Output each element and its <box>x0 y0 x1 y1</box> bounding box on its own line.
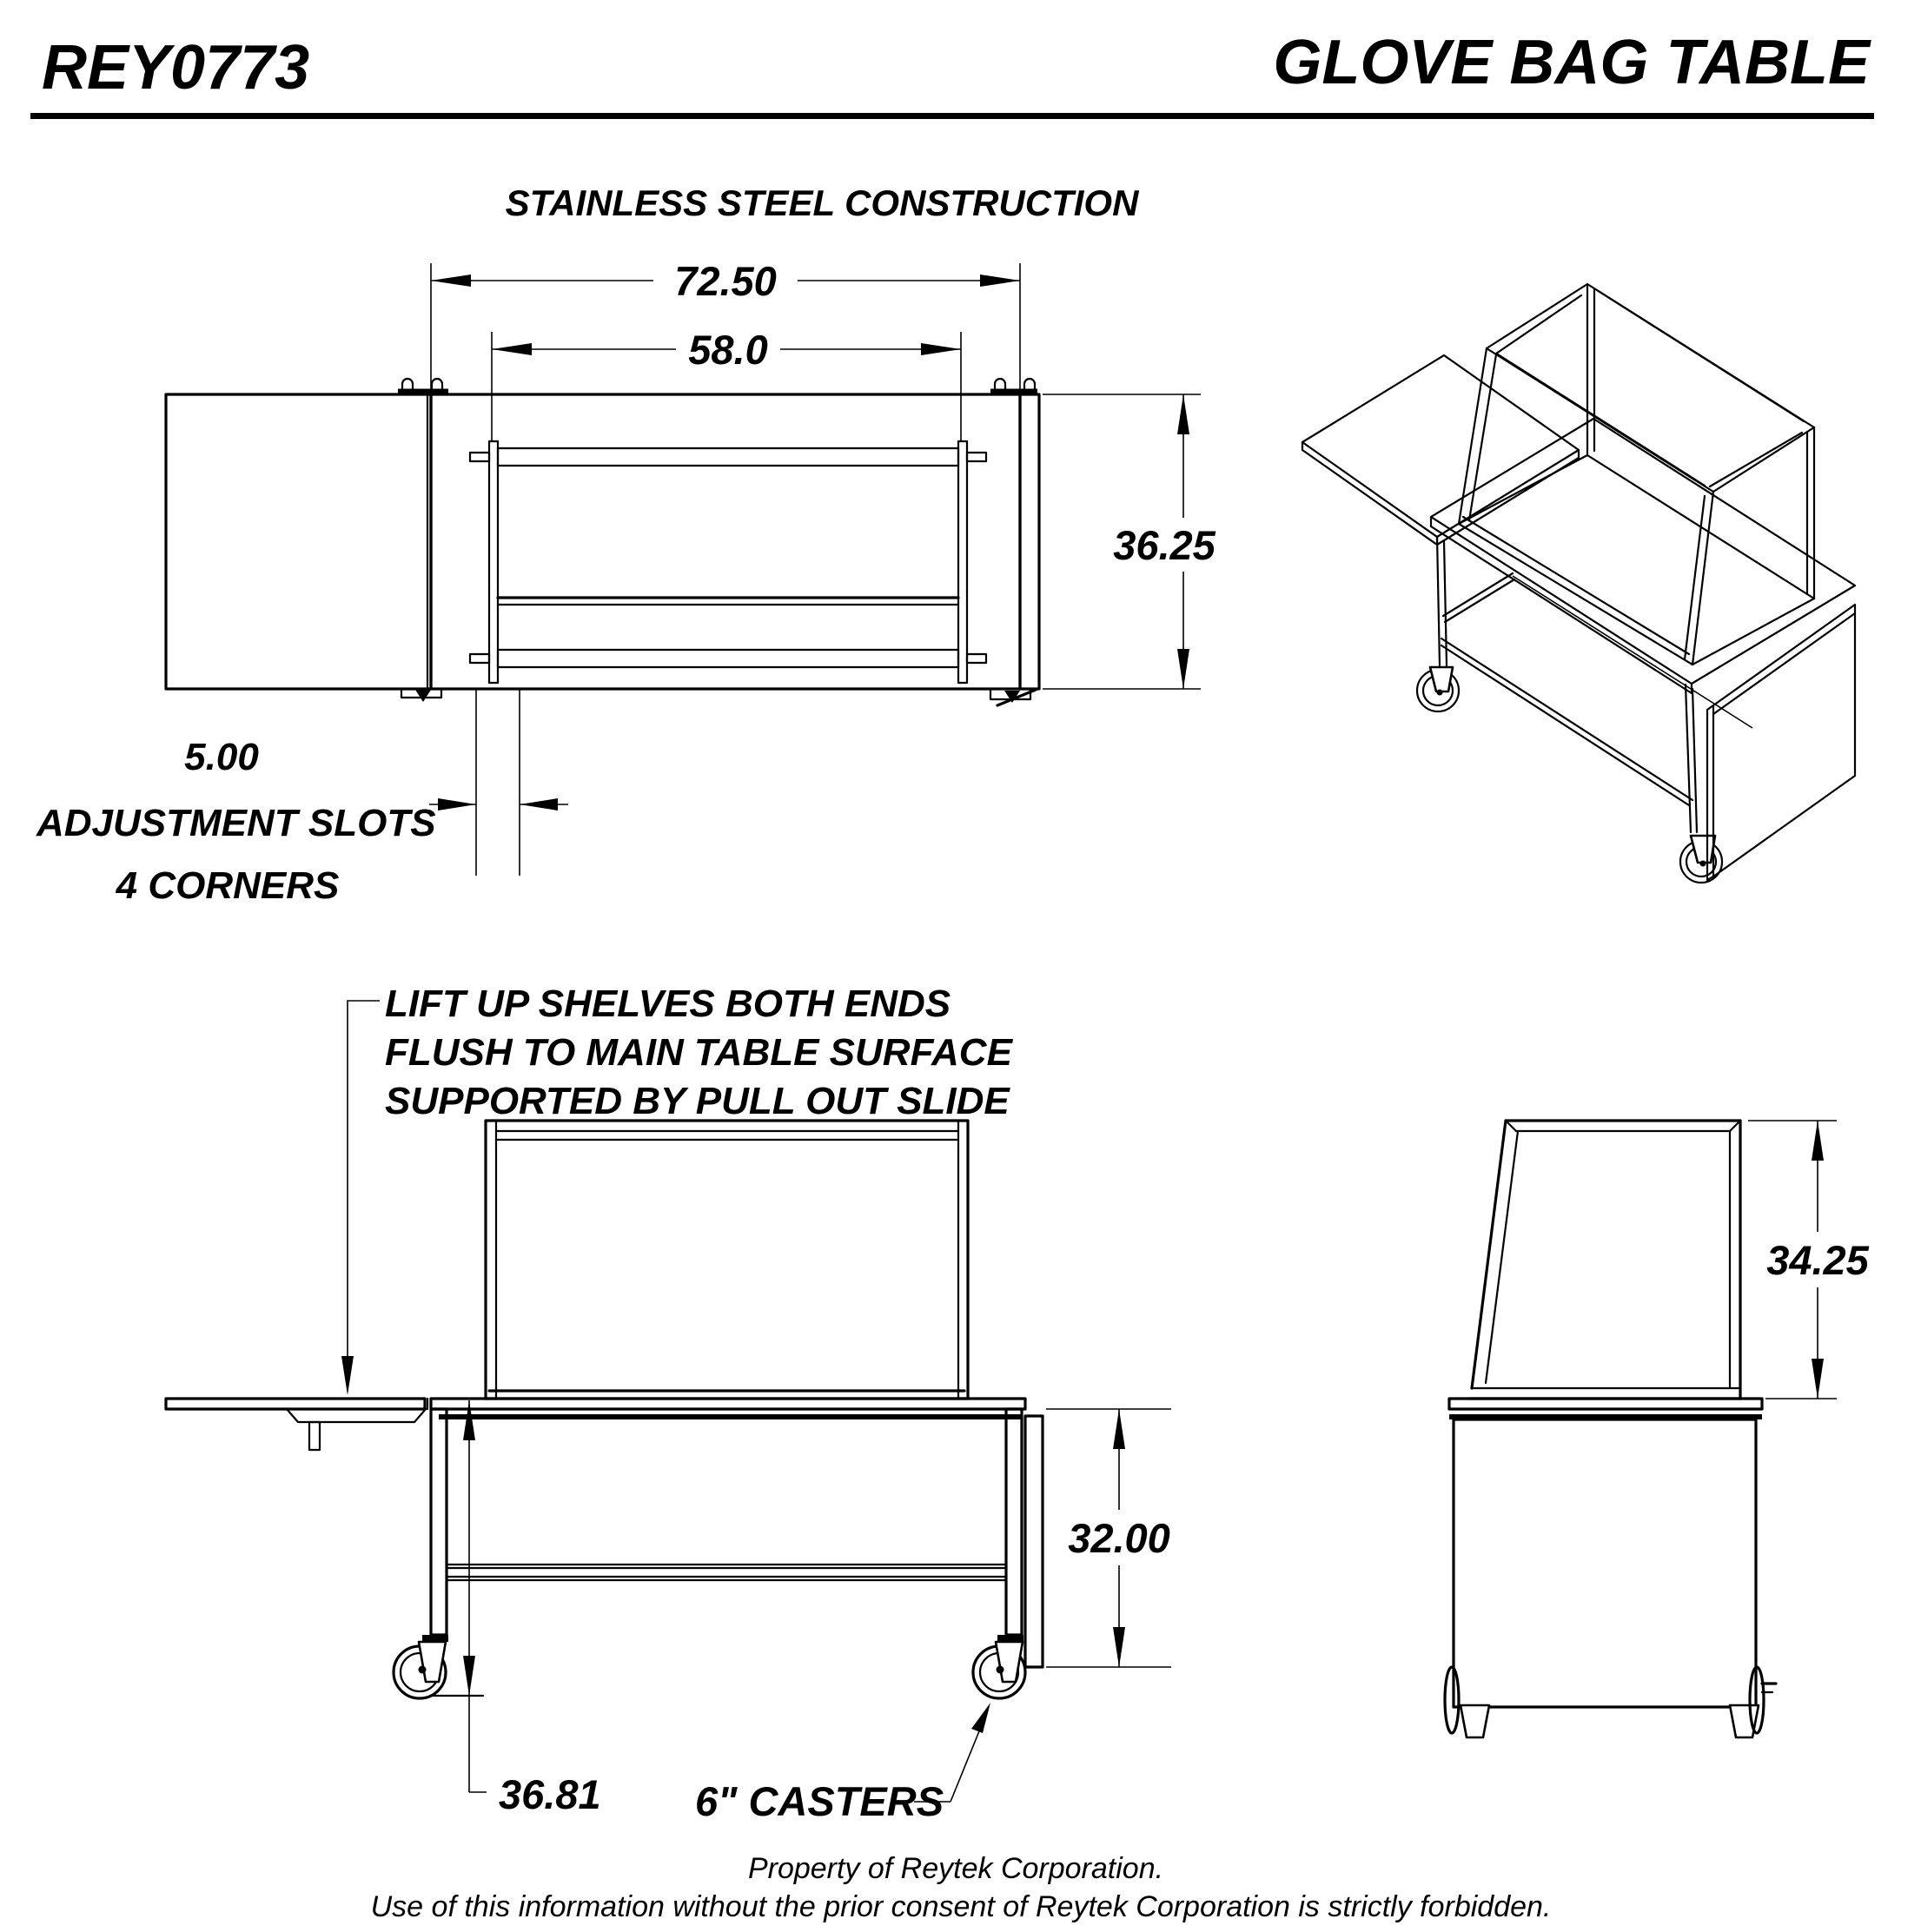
leader-arrowhead <box>341 1356 354 1395</box>
pull-out-slide <box>287 1409 426 1422</box>
iso-tabletop <box>1431 419 1855 693</box>
drawing-title: GLOVE BAG TABLE <box>1273 28 1870 97</box>
isometric-view <box>1302 284 1855 883</box>
dim-frame-height: 34.25 <box>1766 1237 1869 1283</box>
slide-bracket <box>309 1422 320 1450</box>
iso-bag-frame <box>1459 284 1814 665</box>
side-caster-right <box>1730 1667 1776 1737</box>
frame-right-rail <box>958 441 967 683</box>
front-table <box>166 1399 1043 1667</box>
shelf-note-line2: FLUSH TO MAIN TABLE SURFACE <box>385 1031 1012 1074</box>
shelf-note <box>341 983 1014 1395</box>
caster-callout <box>695 1703 990 1824</box>
slot-note-line1: ADJUSTMENT SLOTS <box>36 802 436 844</box>
shelf-note-leader <box>348 1001 380 1360</box>
adjustment-pin <box>967 453 986 461</box>
side-bag-frame <box>1468 1121 1740 1399</box>
adjustment-pin <box>967 654 986 663</box>
dim-depth-group <box>1043 394 1216 689</box>
caster-label: 6" CASTERS <box>695 1778 944 1824</box>
dim-depth: 36.25 <box>1113 522 1216 568</box>
leader-arrowhead <box>971 1703 990 1733</box>
side-caster-left <box>1445 1667 1489 1737</box>
dim-inner-width: 58.0 <box>688 327 768 373</box>
side-view <box>1445 1121 1870 1737</box>
front-bag-box <box>486 1121 968 1399</box>
top-view <box>36 258 1216 907</box>
bag-frame-footprint <box>470 441 986 683</box>
adjustment-pin <box>470 654 489 663</box>
hinge-hardware <box>398 379 1037 705</box>
dim-overall-width: 72.50 <box>674 258 777 304</box>
footer <box>371 1852 1552 1923</box>
front-left-shelf <box>166 1399 425 1409</box>
footer-line2: Use of this information without the prior consent of Reytek Corporation is strictly forbidden. <box>370 1890 1552 1923</box>
frame-left-rail <box>489 441 498 683</box>
front-caster-right <box>973 1635 1025 1698</box>
iso-right-leaf <box>1707 605 1855 880</box>
front-right-leg <box>1006 1409 1022 1635</box>
dim-slot-group <box>36 689 568 907</box>
title-block <box>30 28 1874 223</box>
shelf-note-line3: SUPPORTED BY PULL OUT SLIDE <box>385 1080 1010 1122</box>
right-leaf-edge-plan <box>1020 394 1039 689</box>
front-left-leg <box>431 1409 447 1635</box>
dim-slot-size: 5.00 <box>184 736 259 778</box>
part-number: REY0773 <box>42 33 310 103</box>
front-apron <box>439 1414 1022 1419</box>
dim-inner-width-group <box>492 327 961 441</box>
side-table <box>1449 1399 1762 1707</box>
adjustment-pin <box>470 453 489 461</box>
side-leaf-panel <box>1454 1419 1756 1707</box>
side-top-band <box>1449 1399 1762 1409</box>
iso-caster-front-left <box>1417 667 1459 711</box>
frame-bottom-rail <box>498 650 958 667</box>
front-view <box>166 983 1171 1824</box>
front-caster-left <box>394 1635 448 1698</box>
shelf-note-line1: LIFT UP SHELVES BOTH ENDS <box>385 983 951 1025</box>
front-right-leaf-down <box>1025 1416 1043 1667</box>
dim-leaf-height-group <box>1046 1409 1171 1667</box>
material-note: STAINLESS STEEL CONSTRUCTION <box>505 182 1139 223</box>
dim-leaf-height: 32.00 <box>1068 1515 1170 1561</box>
header-rule <box>30 113 1874 119</box>
slot-note-line2: 4 CORNERS <box>116 864 340 907</box>
left-shelf-plan <box>166 394 431 689</box>
frame-top-rail <box>498 448 958 466</box>
dim-frame-height-group <box>1748 1121 1870 1399</box>
dim-floor-height: 36.81 <box>499 1771 601 1817</box>
iso-legs <box>1437 537 1752 832</box>
dim-floor-height-group <box>433 1400 601 1817</box>
iso-left-shelf <box>1302 355 1579 545</box>
main-top-plan <box>431 394 1020 689</box>
footer-line1: Property of Reytek Corporation. <box>747 1852 1164 1885</box>
latch-knob <box>415 690 431 702</box>
front-main-top <box>431 1399 1025 1409</box>
